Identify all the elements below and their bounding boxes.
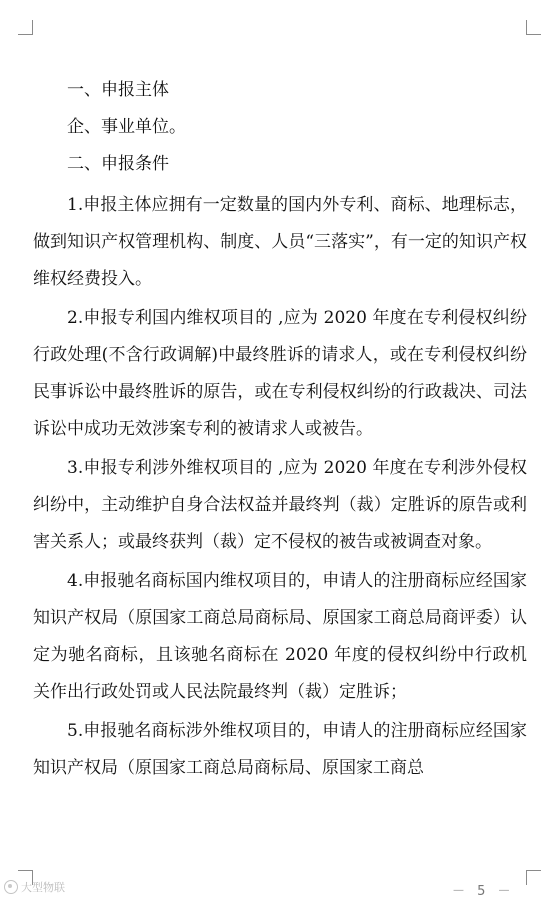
watermark-text: 大型物联 — [21, 881, 65, 894]
condition-paragraph-4: 4.申报驰名商标国内维权项目的，申请人的注册商标应经国家知识产权局（原国家工商总局商标局、原国家工商总局商评委）认定为驰名商标，且该驰名商标在 2020 年度的侵权纠纷中行政机关作出行政处罚或人民法院最终判（裁）定胜诉； — [33, 571, 527, 702]
condition-paragraph-1: 1.申报主体应拥有一定数量的国内外专利、商标、地理标志，做到知识产权管理机构、制度、人员“三落实”，有一定的知识产权维权经费投入。 — [33, 195, 527, 289]
crop-mark-top-left — [18, 20, 33, 35]
section-heading-conditions: 二、申报条件 — [67, 154, 169, 174]
section-heading-subject: 一、申报主体 — [67, 80, 169, 100]
condition-paragraph-2: 2.申报专利国内维权项目的 ,应为 2020 年度在专利侵权纠纷行政处理(不含行政调解)中最终胜诉的请求人，或在专利侵权纠纷民事诉讼中最终胜诉的原告，或在专利侵权纠纷的行政裁决、司法诉讼中成功无效涉案专利的被请求人或被告。 — [33, 308, 527, 439]
condition-paragraph-5: 5.申报驰名商标涉外维权项目的，申请人的注册商标应经国家知识产权局（原国家工商总局商标局、原国家工商总 — [33, 721, 527, 778]
page-number: － 5 － — [452, 884, 515, 899]
crop-mark-bottom-right — [526, 870, 541, 885]
crop-mark-top-right — [526, 20, 541, 35]
watermark-logo-icon — [4, 880, 18, 894]
subject-text: 企、事业单位。 — [67, 117, 186, 137]
document-body — [33, 76, 527, 789]
condition-paragraph-3: 3.申报专利涉外维权项目的 ,应为 2020 年度在专利涉外侵权纠纷中，主动维护自身合法权益并最终判（裁）定胜诉的原告或利害关系人；或最终获判（裁）定不侵权的被告或被调查对象。 — [33, 458, 527, 552]
watermark — [4, 879, 65, 895]
